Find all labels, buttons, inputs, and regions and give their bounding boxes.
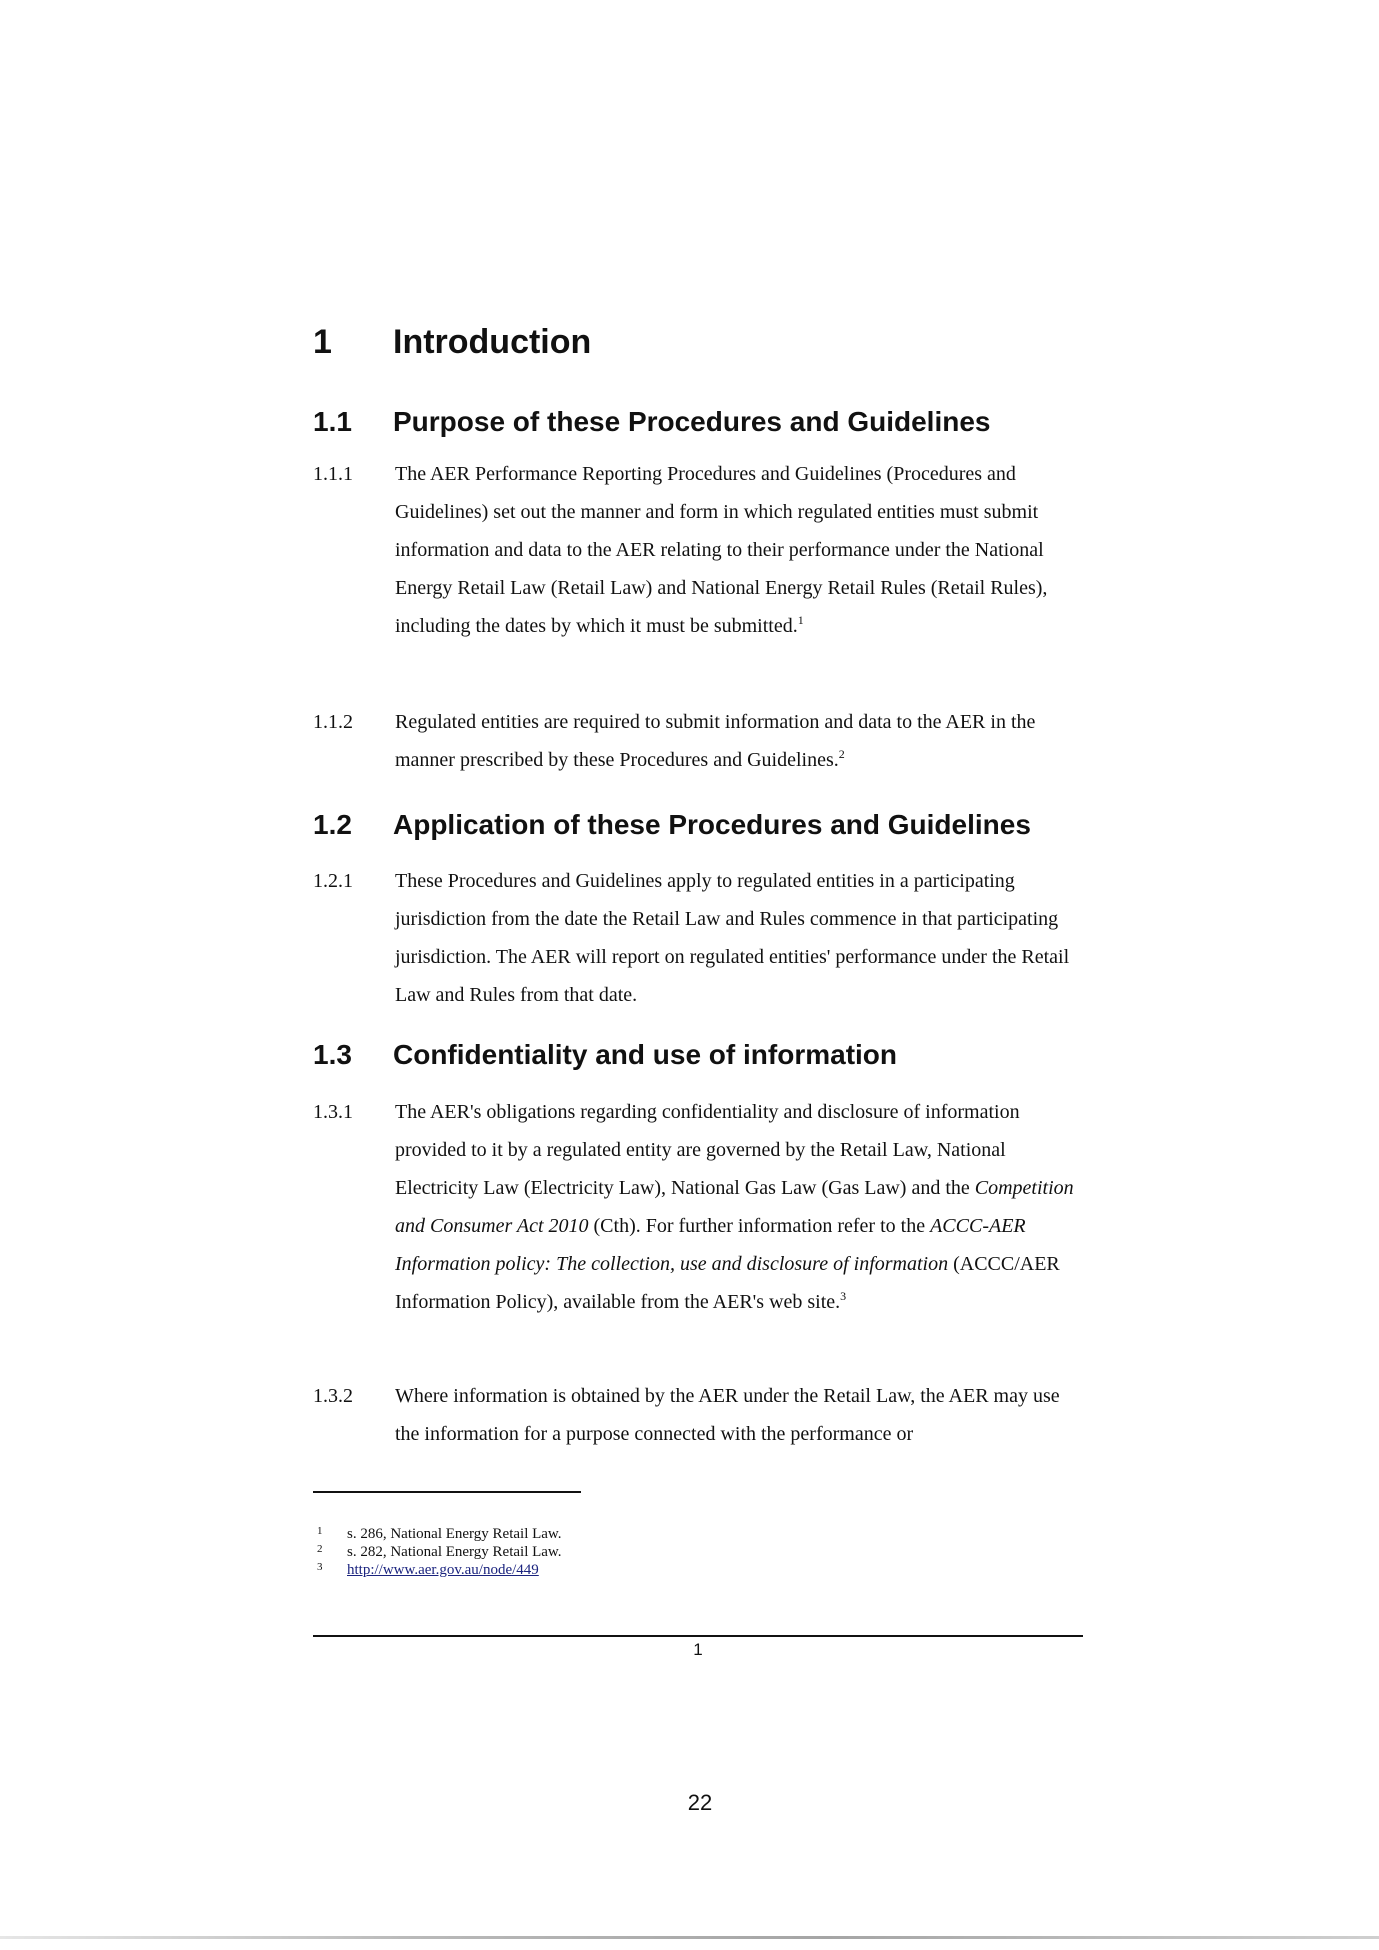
- paragraph-number: 1.1.2: [313, 711, 353, 733]
- section-number: 1.1: [313, 406, 352, 437]
- footnote-ref-1[interactable]: 1: [797, 613, 804, 627]
- footnote-text: s. 286, National Energy Retail Law.: [347, 1526, 562, 1542]
- section-title: Purpose of these Procedures and Guidelines: [393, 406, 991, 437]
- paragraph-body: Regulated entities are required to submit information and data to the AER in the manner prescribed by these Procedures and Guidelines.$^2$: [395, 711, 1036, 771]
- scan-edge-line: [0, 1936, 1379, 1939]
- paragraph-body: Where information is obtained by the AER under the Retail Law, the AER may use the information for a purpose connected with the performance or: [395, 1385, 1060, 1445]
- footnote-ref-2[interactable]: 2: [838, 747, 845, 761]
- footnote-ref-3[interactable]: 3: [840, 1289, 847, 1303]
- footnote-mark: 1: [317, 1525, 323, 1537]
- footnote-mark: 2: [317, 1543, 323, 1555]
- outer-page-number: 22: [687, 1790, 713, 1815]
- footnote-text: s. 282, National Energy Retail Law.: [347, 1544, 562, 1560]
- paragraph-number: 1.2.1: [313, 870, 353, 892]
- section-number: 1.3: [313, 1039, 352, 1070]
- footnote-link[interactable]: http://www.aer.gov.au/node/449: [347, 1562, 539, 1578]
- paragraph-body: The AER's obligations regarding confidentiality and disclosure of information provided to it by a regulated entity are governed by the Retail Law, National Electricity Law (Electricity Law), National Gas Law (Gas Law) and the Competition and Consumer Act 2010 (Cth). For further information refer to the ACCC-AER Information policy: The collection, use and disclosure of information (ACCC/AER Information Policy), available from the AER's web site.$^3$: [395, 1101, 1074, 1313]
- footnote-mark: 3: [317, 1561, 323, 1573]
- chapter-number: 1: [313, 323, 332, 361]
- paragraph-number: 1.1.1: [313, 463, 353, 485]
- inner-page-number: 1: [693, 1640, 703, 1659]
- footnote-separator: [313, 1491, 581, 1493]
- section-title: Application of these Procedures and Guidelines: [393, 809, 1031, 840]
- act-title: Competition and Consumer Act 2010: [395, 1177, 1074, 1237]
- paragraph-body: These Procedures and Guidelines apply to regulated entities in a participating jurisdiction from the date the Retail Law and Rules commence in that participating jurisdiction. The AER will report on regulated entities' performance under the Retail Law and Rules from that date.: [395, 870, 1070, 1006]
- section-number: 1.2: [313, 809, 352, 840]
- section-title: Confidentiality and use of information: [393, 1039, 897, 1070]
- paragraph-number: 1.3.2: [313, 1385, 353, 1407]
- policy-title: ACCC-AER Information policy: The collection, use and disclosure of information: [395, 1215, 1026, 1275]
- chapter-title: Introduction: [393, 323, 592, 361]
- page-footer-rule: [313, 1635, 1083, 1637]
- paragraph-body: The AER Performance Reporting Procedures and Guidelines (Procedures and Guidelines) set out the manner and form in which regulated entities must submit information and data to the AER relating to their performance under the National Energy Retail Law (Retail Law) and National Energy Retail Rules (Retail Rules), including the dates by which it must be submitted.$^1$: [395, 463, 1048, 637]
- paragraph-number: 1.3.1: [313, 1101, 353, 1123]
